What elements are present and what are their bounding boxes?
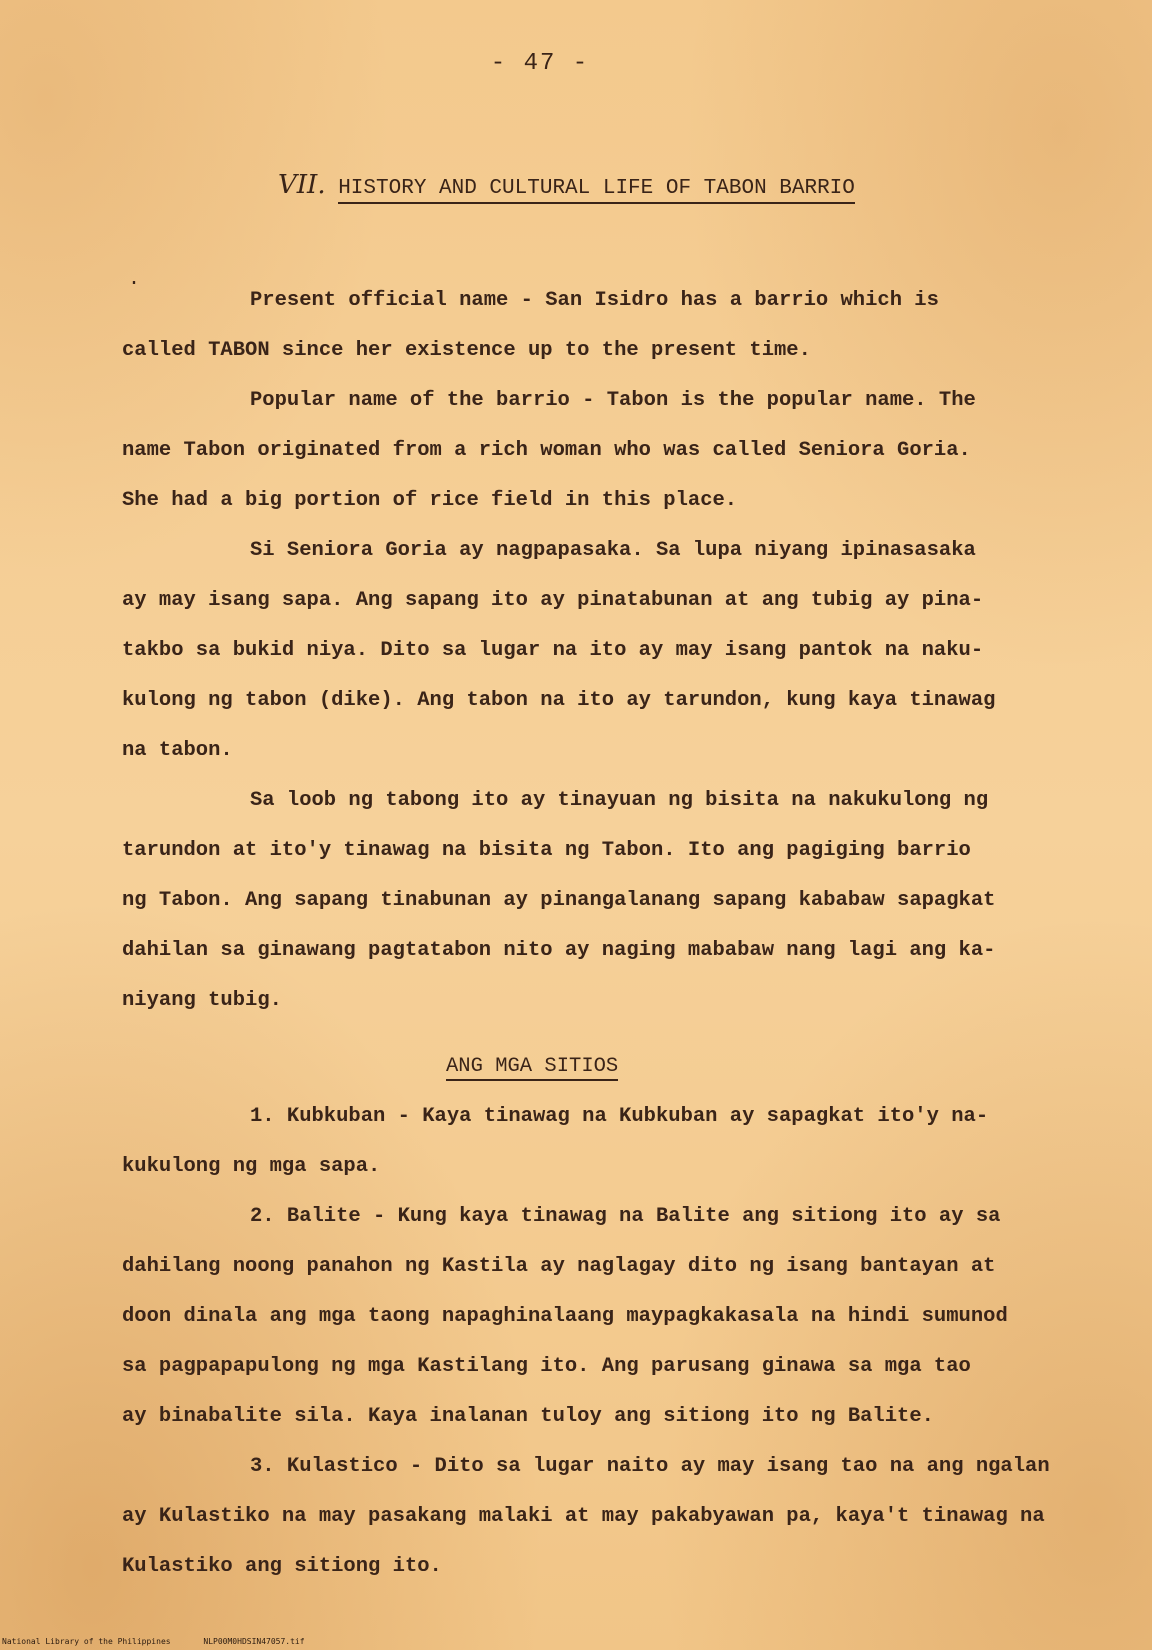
text-line: kulong ng tabon (dike). Ang tabon na ito ay tarundon, kung kaya tinawag <box>122 689 996 712</box>
text-line: ay may isang sapa. Ang sapang ito ay pinatabunan at ang tubig ay pina- <box>122 589 984 612</box>
text-line: dahilang noong panahon ng Kastila ay naglagay dito ng isang bantayan at <box>122 1255 996 1278</box>
text-line: Si Seniora Goria ay nagpapasaka. Sa lupa niyang ipinasasaka <box>250 539 976 562</box>
sitios-heading <box>122 1042 1042 1092</box>
text-line: ay Kulastiko na may pasakang malaki at may pakabyawan pa, kaya't tinawag na <box>122 1505 1045 1528</box>
text-line: Kulastiko ang sitiong ito. <box>122 1555 442 1578</box>
chapter-numeral: VII. <box>278 170 326 200</box>
page-number: - 47 - <box>490 50 590 77</box>
text-line: Present official name - San Isidro has a barrio which is <box>250 289 939 312</box>
paragraph-popular-name <box>122 376 1042 526</box>
text-line: Popular name of the barrio - Tabon is the popular name. The <box>250 389 976 412</box>
paragraph-official-name <box>122 276 1042 376</box>
text-line: ng Tabon. Ang sapang tinabunan ay pinangalanang sapang kababaw sapagkat <box>122 889 996 912</box>
text-line: na tabon. <box>122 739 233 762</box>
sitio-balite <box>122 1192 1042 1442</box>
text-line: 2. Balite - Kung kaya tinawag na Balite ang sitiong ito ay sa <box>250 1205 1001 1228</box>
text-line: She had a big portion of rice field in this place. <box>122 489 738 512</box>
text-line: 1. Kubkuban - Kaya tinawag na Kubkuban ay sapagkat ito'y na- <box>250 1105 989 1128</box>
text-line: 3. Kulastico - Dito sa lugar naito ay may isang tao na ang ngalan <box>250 1455 1050 1478</box>
footer-file: NLP00M0HDSIN47057.tif <box>203 1637 305 1646</box>
text-line: name Tabon originated from a rich woman who was called Seniora Goria. <box>122 439 971 462</box>
sitio-kubkuban <box>122 1092 1042 1192</box>
chapter-title <box>278 170 855 200</box>
sitios-heading-text: ANG MGA SITIOS <box>446 1055 618 1081</box>
paragraph-bisita <box>122 776 1042 1026</box>
text-line: sa pagpapapulong ng mga Kastilang ito. Ang parusang ginawa sa mga tao <box>122 1355 971 1378</box>
scan-footer <box>2 1637 305 1646</box>
document-body <box>122 276 1050 1592</box>
text-line: takbo sa bukid niya. Dito sa lugar na ito ay may isang pantok na naku- <box>122 639 984 662</box>
paragraph-seniora-goria <box>122 526 1042 776</box>
text-line: called TABON since her existence up to the present time. <box>122 339 811 362</box>
text-line: Sa loob ng tabong ito ay tinayuan ng bisita na nakukulong ng <box>250 789 989 812</box>
text-line: ay binabalite sila. Kaya inalanan tuloy ang sitiong ito ng Balite. <box>122 1405 934 1428</box>
text-line: kukulong ng mga sapa. <box>122 1155 381 1178</box>
footer-library: National Library of the Philippines <box>2 1637 171 1646</box>
text-line: doon dinala ang mga taong napaghinalaang maypagkakasala na hindi sumunod <box>122 1305 1008 1328</box>
chapter-heading: HISTORY AND CULTURAL LIFE OF TABON BARRIO <box>338 177 855 204</box>
text-line: niyang tubig. <box>122 989 282 1012</box>
text-line: tarundon at ito'y tinawag na bisita ng Tabon. Ito ang pagiging barrio <box>122 839 971 862</box>
margin-dot: . <box>128 268 141 291</box>
text-line: dahilan sa ginawang pagtatabon nito ay naging mababaw nang lagi ang ka- <box>122 939 996 962</box>
sitio-kulastico <box>122 1442 1050 1592</box>
